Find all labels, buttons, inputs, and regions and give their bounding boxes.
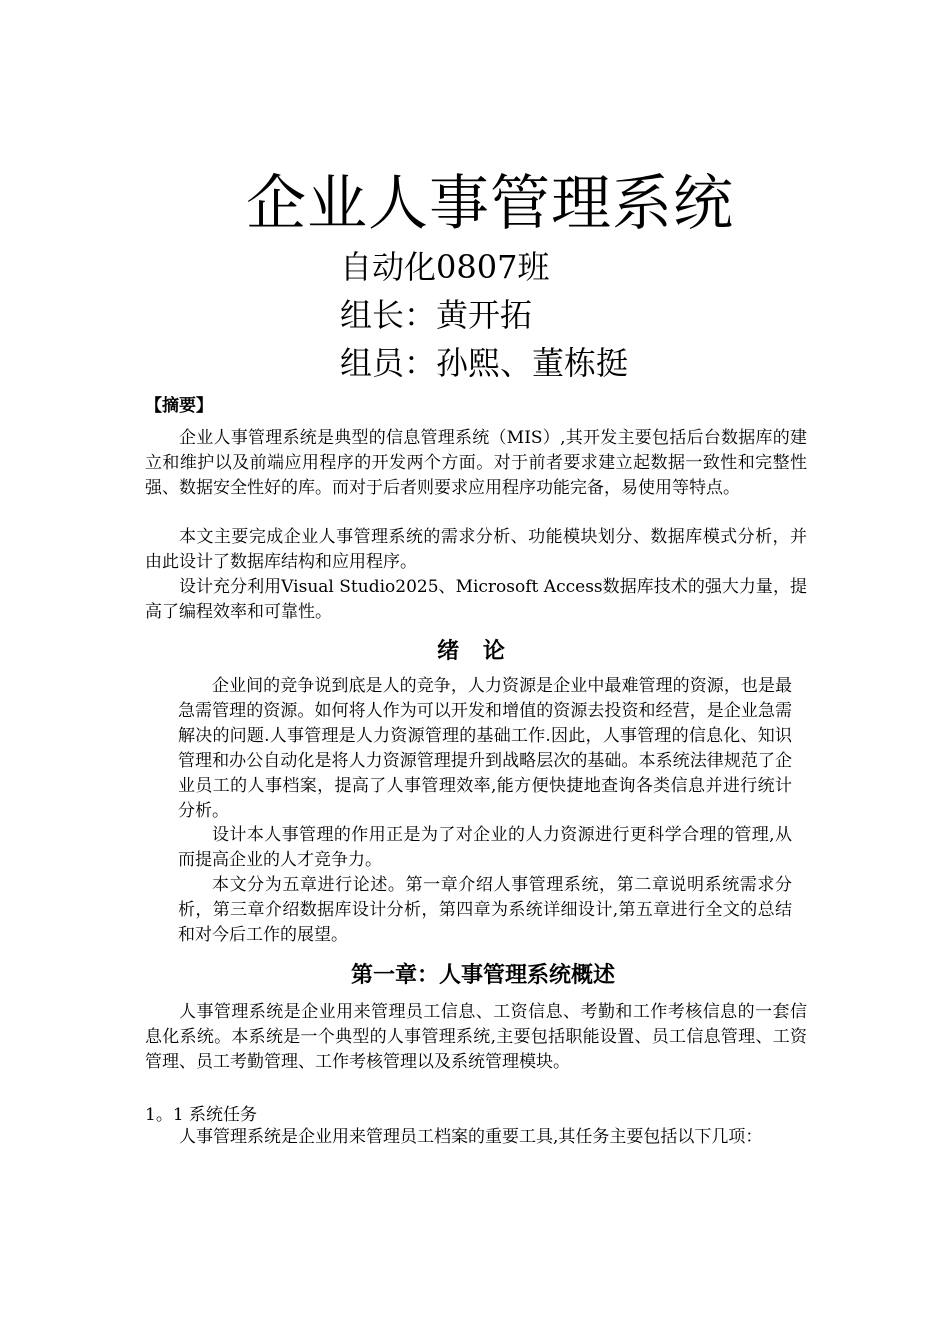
class-line: 自动化0807班 [340,248,550,286]
abstract-paragraph: 企业人事管理系统是典型的信息管理系统（MIS）,其开发主要包括后台数据库的建立和维护以及前端应用程序的开发两个方面。对于前者要求建立起数据一致性和完整性强、数据安全性好的库。而对于后者则要求应用程序功能完备，易使用等特点。 [145,428,807,498]
introduction-paragraph: 企业间的竞争说到底是人的竞争，人力资源是企业中最难管理的资源，也是最急需管理的资源。如何将人作为可以开发和增值的资源去投资和经营，是企业急需解决的问题.人事管理是人力资源管理的基础工作.因此，人事管理的信息化、知识管理和办公自动化是将人力资源管理提升到战略层次的基础。本系统法律规范了企业员工的人事档案，提高了人事管理效率,能方便快捷地查询各类信息并进行统计分析。 [178,676,792,821]
abstract-paragraph: 本文主要完成企业人事管理系统的需求分析、功能模块划分、数据库模式分析，并由此设计了数据库结构和应用程序。 [145,527,807,572]
abstract-paragraph: 设计充分利用Visual Studio2025、Microsoft Access数据库技术的强大力量，提高了编程效率和可靠性。 [145,577,807,622]
subsection-paragraph: 人事管理系统是企业用来管理员工档案的重要工具,其任务主要包括以下几项： [179,1127,763,1147]
subsection-heading: 1。1 系统任务 [145,1105,258,1125]
chapter-paragraph: 人事管理系统是企业用来管理员工信息、工资信息、考勤和工作考核信息的一套信息化系统。本系统是一个典型的人事管理系统,主要包括职能设置、员工信息管理、工资管理、员工考勤管理、工作考核管理以及系统管理模块。 [145,1002,807,1072]
introduction-paragraph: 设计本人事管理的作用正是为了对企业的人力资源进行更科学合理的管理,从而提高企业的人才竞争力。 [178,825,792,870]
document-title: 企业人事管理系统 [246,169,734,239]
leader-line: 组长：黄开拓 [340,296,533,334]
chapter-heading: 第一章：人事管理系统概述 [350,963,615,988]
abstract-heading: 【摘要】 [145,396,213,416]
introduction-paragraph: 本文分为五章进行论述。第一章介绍人事管理系统，第二章说明系统需求分析，第三章介绍数据库设计分析，第四章为系统详细设计,第五章进行全文的总结和对今后工作的展望。 [178,875,792,945]
introduction-heading: 绪 论 [437,639,513,664]
members-line: 组员：孙熙、董栋挺 [340,344,629,382]
